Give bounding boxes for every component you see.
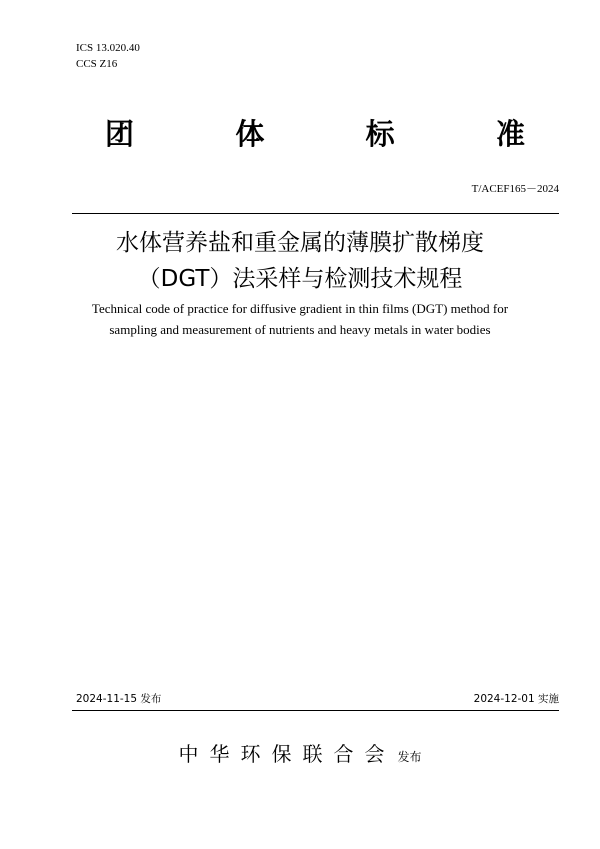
document-type-heading: [105, 114, 525, 154]
standard-number: T/ACEF165－2024: [471, 183, 559, 195]
heading-char: 标: [365, 117, 395, 151]
english-title-line-1: Technical code of practice for diffusive gradient in thin films (DGT) method for: [91, 301, 509, 316]
heading-char: 准: [495, 117, 525, 151]
english-title-line-2: sampling and measurement of nutrients and heavy metals in water bodies: [109, 322, 491, 337]
publisher-name: 中华环保联合会: [178, 742, 396, 766]
issue-date: 2024-11-15 发布: [76, 693, 162, 705]
publisher-line: [0, 738, 600, 767]
chinese-title-line-2: （DGT）法采样与检测技术规程: [137, 266, 463, 292]
chinese-title-line-1: 水体营养盐和重金属的薄膜扩散梯度: [116, 230, 484, 256]
heading-char: 体: [235, 117, 265, 151]
implementation-date: 2024-12-01 实施: [473, 693, 559, 705]
publisher-suffix: 发布: [397, 750, 422, 764]
ccs-code: CCS Z16: [76, 58, 118, 70]
top-divider: [72, 213, 559, 214]
heading-char: 团: [105, 117, 135, 151]
bottom-divider: [72, 710, 559, 711]
ics-code: ICS 13.020.40: [76, 42, 140, 54]
